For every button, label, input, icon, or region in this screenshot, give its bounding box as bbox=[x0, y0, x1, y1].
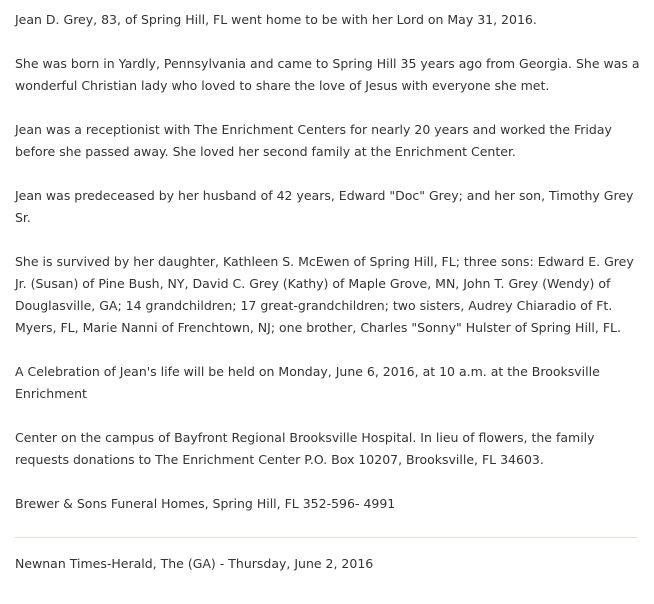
source-divider bbox=[15, 537, 637, 538]
obituary-paragraph-survivors: She is survived by her daughter, Kathleen S. McEwen of Spring Hill, FL; three sons: Edward E. Grey Jr. (Susan) of Pine Bush, NY, David C. Grey (Kathy) of Maple Grove, MN, John T. Grey (Wendy) of Douglasville, GA; 14 grandchildren; 17 great-grandchildren; two sisters, Audrey Chiaradio of Ft. Myers, FL, Marie Nanni of Frenchtown, NJ; one brother, Charles "Sonny" Hulster of Spring Hill, FL. bbox=[15, 254, 634, 335]
obituary-paragraph-predeceased: Jean was predeceased by her husband of 42 years, Edward "Doc" Grey; and her son, Timothy Grey Sr. bbox=[15, 188, 634, 225]
publication-source: Newnan Times-Herald, The (GA) - Thursday, June 2, 2016 bbox=[15, 556, 374, 571]
obituary-paragraph-birth: She was born in Yardly, Pennsylvania and came to Spring Hill 35 years ago from Georgia. She was a wonderful Christian lady who loved to share the love of Jesus with everyone she met. bbox=[15, 56, 640, 93]
obituary-paragraph-career: Jean was a receptionist with The Enrichment Centers for nearly 20 years and worked the Friday before she passed away. She loved her second family at the Enrichment Center. bbox=[15, 122, 612, 159]
obituary-paragraph-donations: Center on the campus of Bayfront Regional Brooksville Hospital. In lieu of flowers, the family requests donations to The Enrichment Center P.O. Box 10207, Brooksville, FL 34603. bbox=[15, 430, 595, 467]
obituary-paragraph-celebration: A Celebration of Jean's life will be held on Monday, June 6, 2016, at 10 a.m. at the Brooksville Enrichment bbox=[15, 364, 600, 401]
obituary-article bbox=[15, 9, 640, 575]
obituary-paragraph-death-notice: Jean D. Grey, 83, of Spring Hill, FL went home to be with her Lord on May 31, 2016. bbox=[15, 12, 537, 27]
obituary-paragraph-funeral-home: Brewer & Sons Funeral Homes, Spring Hill, FL 352-596- 4991 bbox=[15, 496, 396, 511]
